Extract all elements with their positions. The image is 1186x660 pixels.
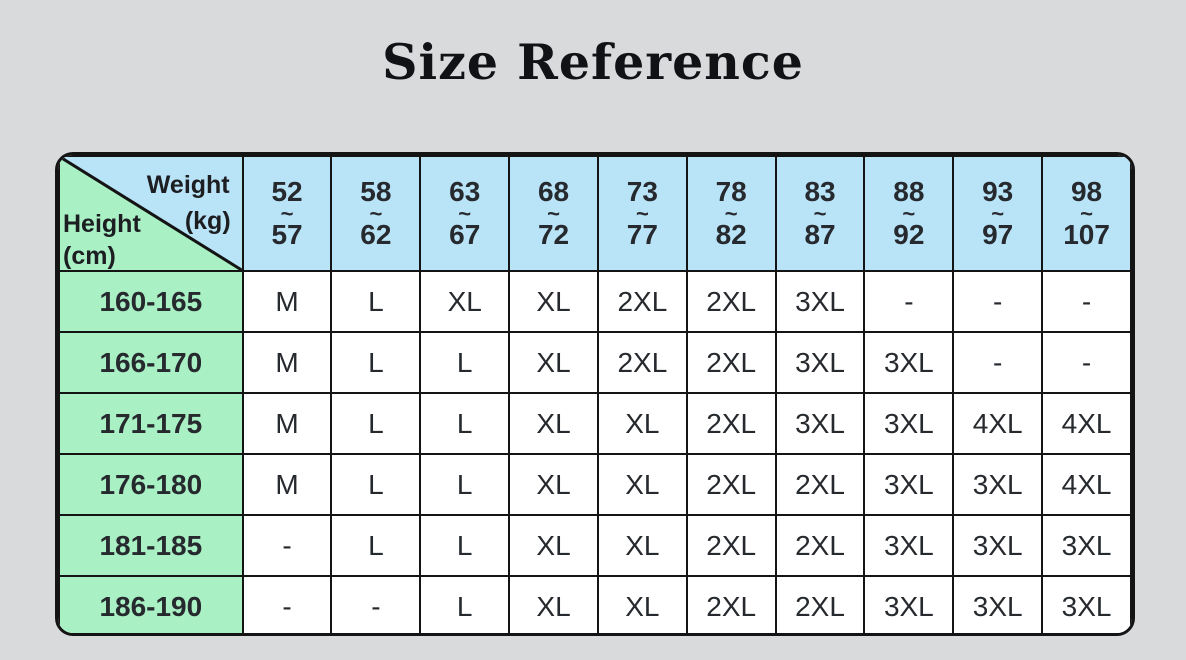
tilde-symbol: ~	[1080, 201, 1093, 226]
size-cell: 4XL	[1042, 393, 1131, 454]
size-cell: 2XL	[687, 515, 776, 576]
size-cell: XL	[509, 332, 598, 393]
weight-from: 68	[537, 176, 570, 207]
weight-to: 77	[626, 219, 658, 250]
height-unit-label: (cm)	[63, 242, 116, 270]
weight-column-header	[776, 156, 865, 271]
height-row-header: 160-165	[59, 271, 243, 332]
size-cell: L	[420, 576, 509, 636]
size-cell: XL	[509, 515, 598, 576]
weight-from: 78	[715, 176, 747, 207]
corner-header-cell	[59, 156, 243, 271]
size-cell: L	[420, 515, 509, 576]
size-cell: L	[331, 454, 420, 515]
weight-to: 72	[537, 219, 570, 250]
size-cell: 2XL	[687, 393, 776, 454]
weight-to: 57	[271, 219, 303, 250]
size-cell: 3XL	[864, 515, 953, 576]
size-cell: XL	[509, 393, 598, 454]
size-cell: 2XL	[687, 271, 776, 332]
weight-to: 82	[715, 219, 747, 250]
weight-from: 93	[982, 176, 1014, 207]
size-cell: M	[243, 271, 332, 332]
size-cell: 3XL	[776, 393, 865, 454]
size-cell: M	[243, 332, 332, 393]
tilde-symbol: ~	[724, 201, 738, 226]
size-cell: 3XL	[864, 576, 953, 636]
size-cell: -	[1042, 332, 1131, 393]
size-cell: 2XL	[776, 515, 865, 576]
size-cell: 3XL	[864, 454, 953, 515]
size-cell: L	[420, 393, 509, 454]
size-cell: XL	[509, 576, 598, 636]
weight-from: 88	[893, 176, 925, 207]
table-row	[59, 271, 1131, 332]
size-cell: M	[243, 454, 332, 515]
table-row	[59, 576, 1131, 636]
weight-to: 87	[804, 219, 836, 250]
table-row	[59, 515, 1131, 576]
size-cell: 2XL	[776, 576, 865, 636]
size-cell: 2XL	[598, 271, 687, 332]
size-cell: L	[420, 332, 509, 393]
size-cell: XL	[509, 454, 598, 515]
table-row	[59, 393, 1131, 454]
height-row-header: 181-185	[59, 515, 243, 576]
size-cell: -	[953, 271, 1042, 332]
weight-from: 58	[360, 176, 392, 207]
tilde-symbol: ~	[902, 201, 916, 226]
weight-column-header	[1042, 156, 1131, 271]
weight-column-header	[509, 156, 598, 271]
size-cell: -	[243, 576, 332, 636]
weight-from: 83	[804, 176, 836, 207]
height-row-header: 166-170	[59, 332, 243, 393]
tilde-symbol: ~	[280, 201, 294, 226]
table-row	[59, 454, 1131, 515]
size-cell: XL	[598, 515, 687, 576]
size-cell: 3XL	[1042, 576, 1131, 636]
table-row	[59, 332, 1131, 393]
size-cell: 2XL	[687, 332, 776, 393]
weight-column-header	[420, 156, 509, 271]
size-cell: -	[864, 271, 953, 332]
weight-from: 98	[1070, 176, 1103, 207]
size-table	[58, 155, 1132, 636]
tilde-symbol: ~	[991, 201, 1005, 226]
page-title: Size Reference	[382, 33, 804, 91]
weight-to: 107	[1063, 219, 1110, 250]
tilde-symbol: ~	[458, 201, 472, 226]
size-cell: 3XL	[776, 271, 865, 332]
size-cell: XL	[598, 393, 687, 454]
size-cell: 4XL	[1042, 454, 1131, 515]
size-cell: XL	[598, 454, 687, 515]
height-row-header: 176-180	[59, 454, 243, 515]
size-reference-table	[55, 152, 1135, 636]
size-cell: 2XL	[776, 454, 865, 515]
size-cell: 3XL	[776, 332, 865, 393]
table-header-row	[59, 156, 1131, 271]
weight-to: 97	[982, 219, 1014, 250]
size-cell: 3XL	[864, 332, 953, 393]
tilde-symbol: ~	[369, 201, 383, 226]
size-cell: 2XL	[687, 454, 776, 515]
size-cell: 3XL	[953, 515, 1042, 576]
weight-from: 63	[449, 176, 481, 207]
size-cell: -	[1042, 271, 1131, 332]
weight-axis-label: Weight	[146, 171, 230, 199]
size-cell: XL	[420, 271, 509, 332]
tilde-symbol: ~	[813, 201, 827, 226]
size-cell: 3XL	[864, 393, 953, 454]
size-cell: L	[331, 515, 420, 576]
size-cell: 4XL	[953, 393, 1042, 454]
size-cell: XL	[598, 576, 687, 636]
size-cell: L	[331, 393, 420, 454]
weight-from: 73	[626, 176, 658, 207]
size-cell: 3XL	[953, 454, 1042, 515]
weight-column-header	[864, 156, 953, 271]
weight-column-header	[243, 156, 332, 271]
weight-column-header	[331, 156, 420, 271]
height-axis-label: Height	[63, 210, 141, 238]
size-cell: -	[331, 576, 420, 636]
size-cell: 2XL	[687, 576, 776, 636]
size-cell: L	[331, 271, 420, 332]
size-cell: -	[953, 332, 1042, 393]
weight-to: 67	[449, 219, 481, 250]
size-cell: L	[331, 332, 420, 393]
weight-column-header	[953, 156, 1042, 271]
size-cell: -	[243, 515, 332, 576]
size-cell: XL	[509, 271, 598, 332]
size-cell: 2XL	[598, 332, 687, 393]
height-row-header: 186-190	[59, 576, 243, 636]
size-cell: 3XL	[1042, 515, 1131, 576]
size-cell: L	[420, 454, 509, 515]
tilde-symbol: ~	[635, 201, 649, 226]
weight-to: 62	[360, 219, 392, 250]
tilde-symbol: ~	[547, 201, 560, 226]
weight-unit-label: (kg)	[184, 207, 231, 235]
height-row-header: 171-175	[59, 393, 243, 454]
size-cell: 3XL	[953, 576, 1042, 636]
weight-column-header	[687, 156, 776, 271]
weight-to: 92	[893, 219, 925, 250]
size-cell: M	[243, 393, 332, 454]
weight-column-header	[598, 156, 687, 271]
weight-from: 52	[271, 176, 303, 207]
